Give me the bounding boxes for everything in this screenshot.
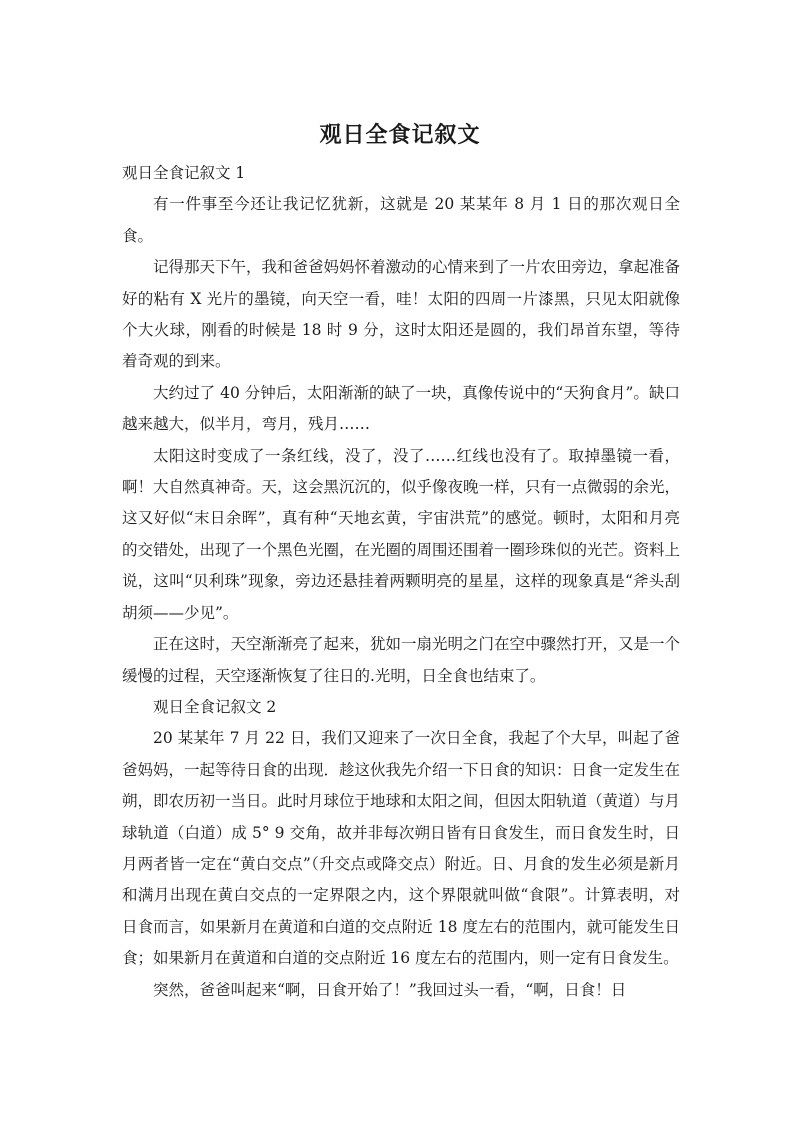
paragraph-1-3: 大约过了 40 分钟后，太阳渐渐的缺了一块，真像传说中的“天狗食月”。缺口越来越大，似半月，弯月，残月……: [122, 383, 680, 434]
paragraph-1-4: 太阳这时变成了一条红线，没了，没了……红线也没有了。取掉墨镜一看，啊！大自然真神奇。天，这会黑沉沉的，似乎像夜晚一样，只有一点微弱的余光，这又好似“末日余晖”，真有种“天地玄黄，宇宙洪荒”的感觉。顿时，太阳和月亮的交错处，出现了一个黑色光圈，在光圈的周围还围着一圈珍珠似的光芒。资料上说，这叫“贝利珠”现象，旁边还悬挂着两颗明亮的星星，这样的现象真是“斧头刮胡须——少见”。: [122, 446, 681, 622]
paragraph-1-5: 正在这时，天空渐渐亮了起来，犹如一扇光明之门在空中骤然打开，又是一个缓慢的过程，天空逐渐恢复了往日的.光明，日全食也结束了。: [122, 635, 681, 685]
document-body: [122, 158, 680, 1006]
paragraph-1-2: 记得那天下午，我和爸爸妈妈怀着激动的心情来到了一片农田旁边，拿起准备好的粘有 X 光片的墨镜，向天空一看，哇！太阳的四周一片漆黑，只见太阳就像个大火球，刚看的时候是 18 时 9 分，这时太阳还是圆的，我们昂首东望，等待着奇观的到来。: [122, 258, 681, 371]
document-title: 观日全食记叙文: [319, 123, 481, 148]
paragraph-1-1: 有一件事至今还让我记忆犹新，这就是 20 某某年 8 月 1 日的那次观日全食。: [122, 195, 680, 245]
section-heading-2: 观日全食记叙文 2: [153, 697, 277, 716]
section-heading-1: 观日全食记叙文 1: [122, 164, 246, 182]
paragraph-2-2: 突然，爸爸叫起来“啊，日食开始了！”我回过头一看，“啊，日食！日: [153, 980, 627, 999]
paragraph-2-1: 20 某某年 7 月 22 日，我们又迎来了一次日全食，我起了个大早，叫起了爸爸妈妈，一起等待日食的出现．趁这伙我先介绍一下日食的知识：日食一定发生在朔，即农历初一当日。此时月球位于地球和太阳之间，但因太阳轨道（黄道）与月球轨道（白道）成 5° 9 交角，故并非每次朔日皆有日食发生，而日食发生时，日月两者皆一定在“黄白交点”（升交点或降交点）附近。日、月食的发生必须是新月和满月出现在黄白交点的一定界限之内，这个界限就叫做“食限”。计算表明，对日食而言，如果新月在黄道和白道的交点附近 18 度左右的范围内，就可能发生日食；如果新月在黄道和白道的交点附近 16 度左右的范围内，则一定有日食发生。: [122, 729, 681, 968]
